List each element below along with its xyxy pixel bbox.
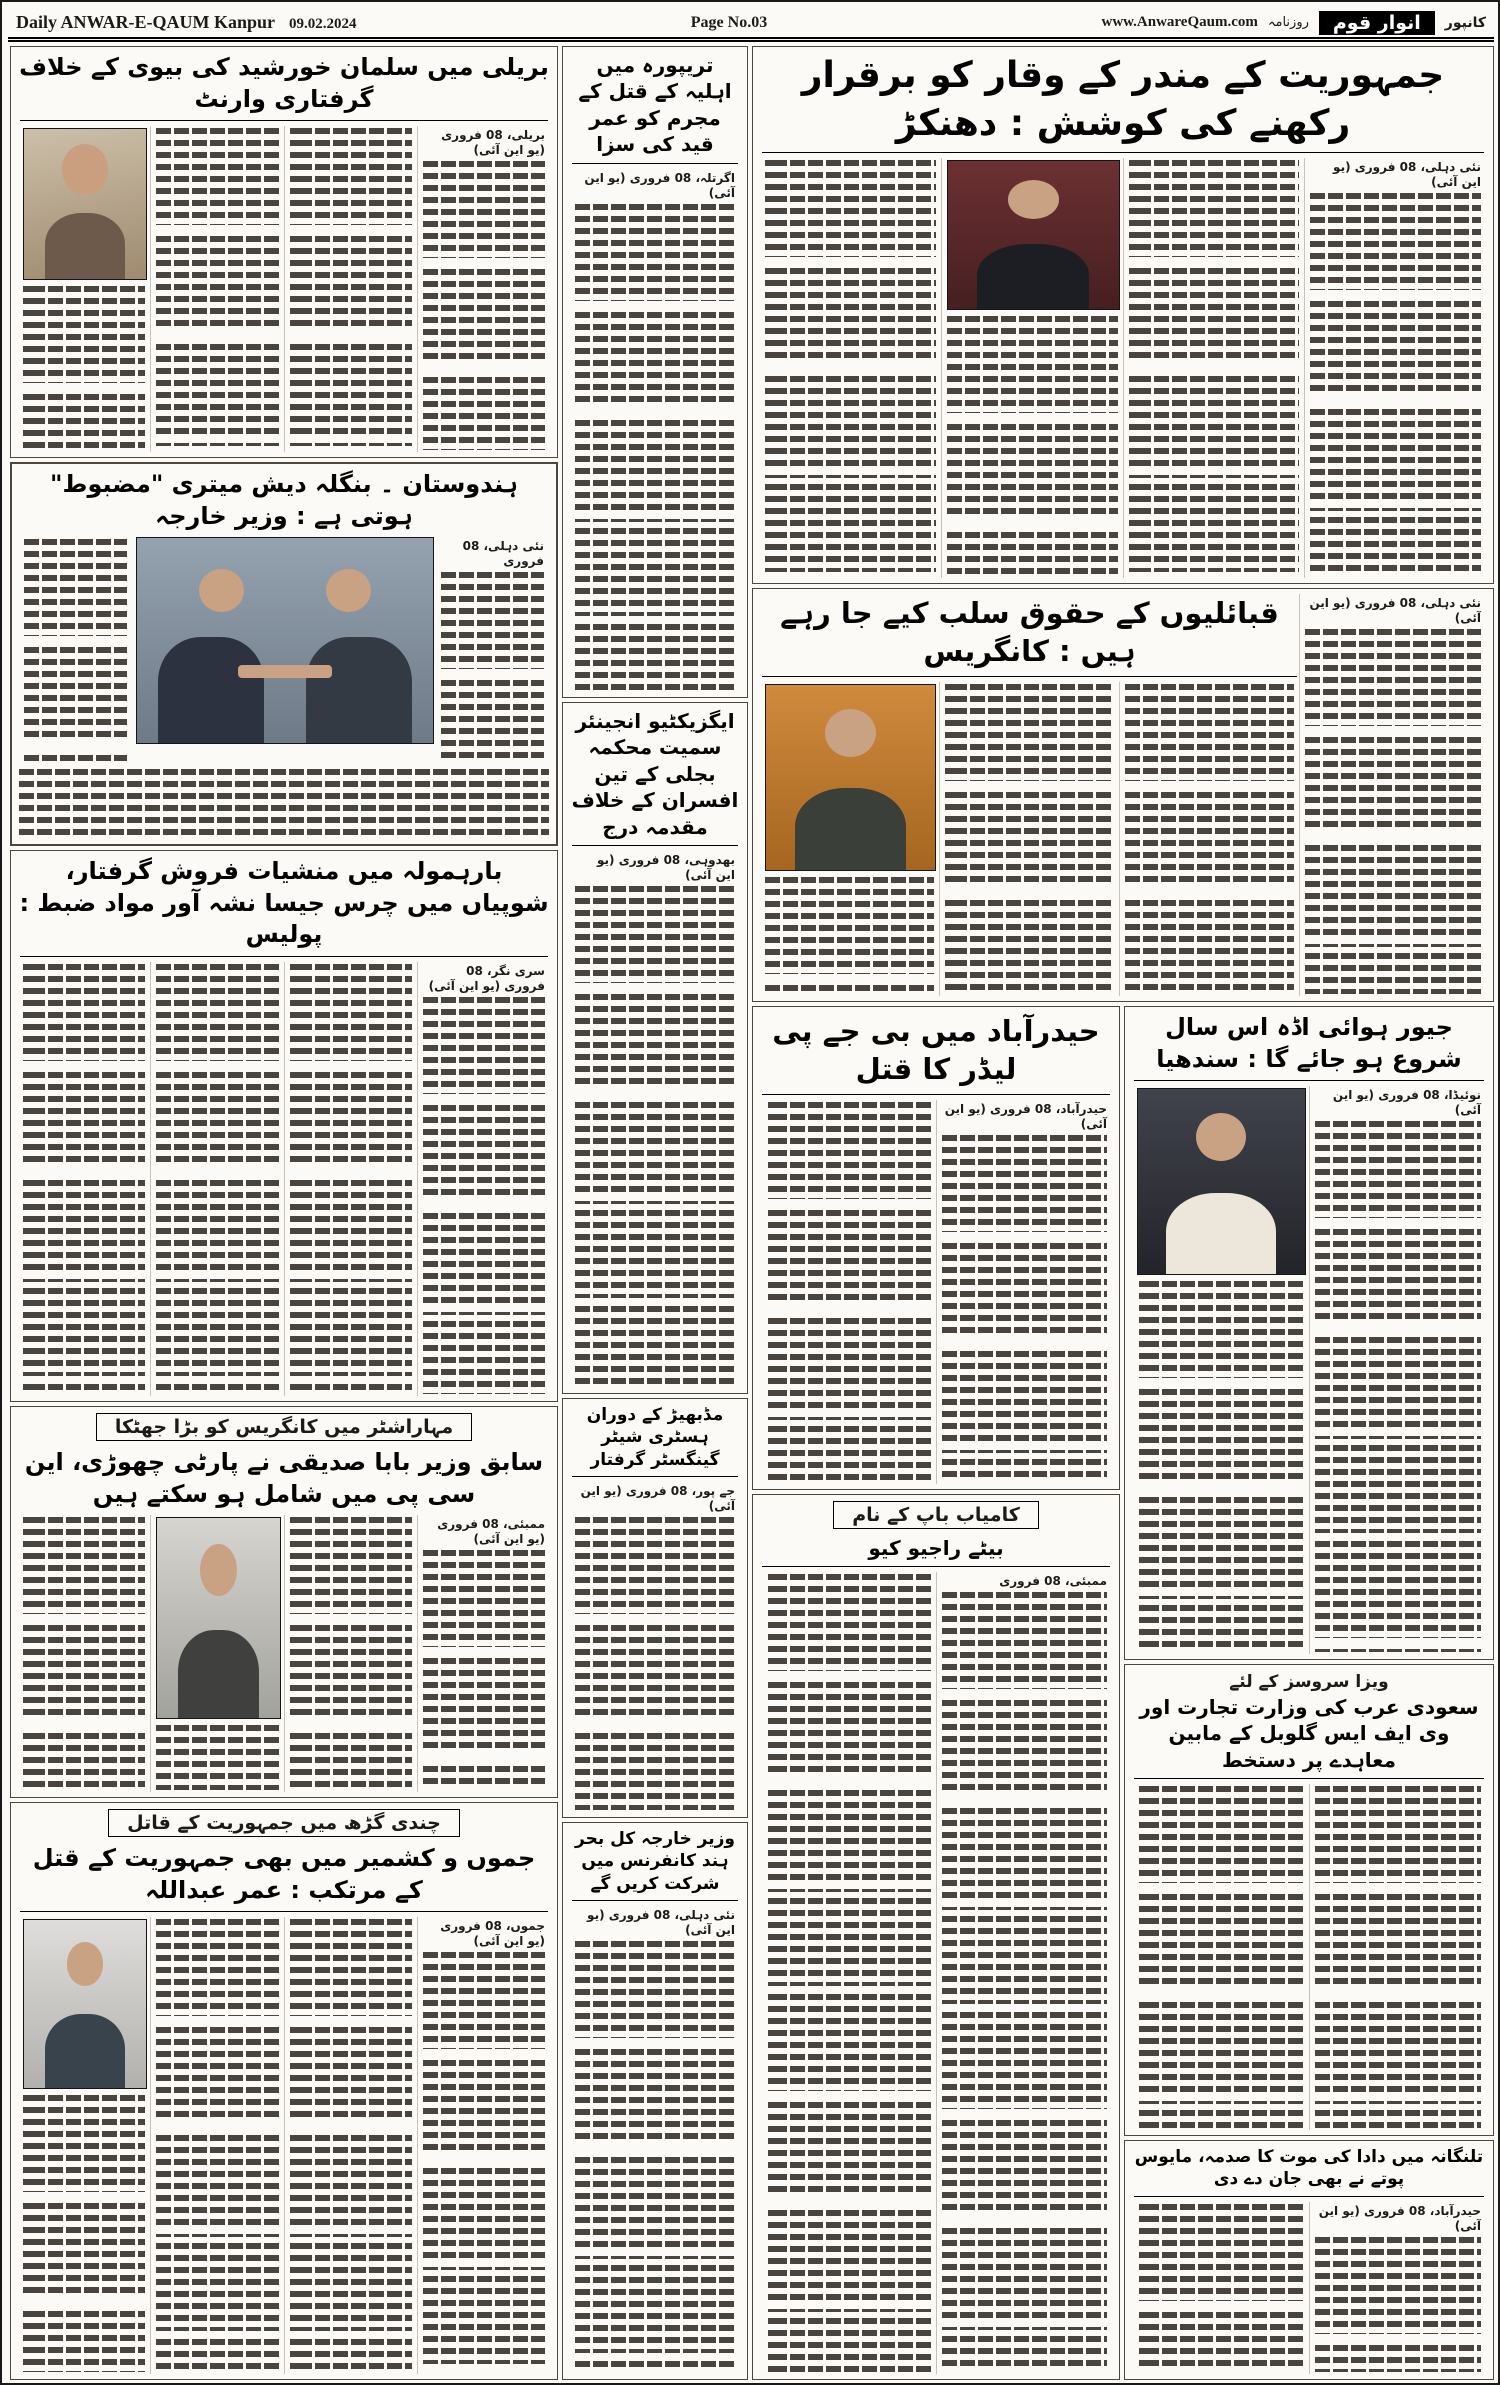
headline-rule [762, 1566, 1110, 1567]
headline: تریپورہ میں اہلیہ کے قتل کے مجرم کو عمر قید کی سزا [578, 53, 732, 157]
article-india-bangladesh-friendship [10, 462, 558, 846]
headline: مڈبھیڑ کے دوران ہسٹری شیٹر گینگسٹر گرفتار [586, 1405, 724, 1470]
article-body [570, 1906, 740, 2374]
paper-name-english: Daily ANWAR-E-QAUM Kanpur [16, 12, 276, 32]
photo-omar-abdullah [23, 1919, 147, 2089]
headline: بیٹے راجیو کیو [868, 1536, 1004, 1560]
article-dhankhar-democracy-temple [752, 46, 1494, 584]
website-url: www.AnwareQaum.com [1101, 14, 1258, 30]
headline-rule [1134, 1080, 1484, 1081]
body-text [1137, 2204, 1304, 2372]
body-column [417, 1515, 550, 1792]
figure-torso [45, 2014, 126, 2089]
figure-torso [795, 788, 907, 870]
dateline: جموں، 08 فروری (یو این آئی) [440, 1919, 545, 1949]
headline: قبائلیوں کے حقوق سلب کیے جا رہے ہیں : کانگریس [780, 596, 1279, 669]
kicker: ویزا سروسز کے لئے [1225, 1671, 1392, 1692]
body-text [23, 286, 145, 450]
body-column [417, 126, 550, 452]
body-text [575, 1941, 735, 2372]
body-text [942, 1592, 1108, 2372]
dateline: نئی دہلی، 08 فروری (یو این آئی) [1309, 596, 1481, 625]
dateline: حیدرآباد، 08 فروری (یو این آئی) [944, 1101, 1107, 1131]
figure-head [825, 709, 876, 757]
body-text [575, 1517, 735, 1810]
article-body [760, 1100, 1112, 1484]
figure-torso [977, 244, 1090, 310]
dateline: سری نگر، 08 فروری (یو این آئی) [428, 964, 545, 994]
body-text [156, 128, 278, 450]
body-column [1299, 594, 1486, 996]
headline-rule [572, 1476, 738, 1477]
page-number: Page No.03 [690, 13, 768, 31]
body-text [156, 1919, 278, 2372]
headline-rule [20, 1911, 548, 1912]
body-text [1129, 160, 1300, 576]
headline-rule [762, 1094, 1110, 1095]
headline: جمہوریت کے مندر کے وقار کو برقرار رکھنے کی کوشش : دھنکڑ [801, 55, 1445, 144]
figure-torso [306, 637, 413, 745]
masthead-title: انوار قوم [1319, 11, 1435, 35]
masthead-type: روزنامہ [1267, 15, 1309, 30]
article-body [18, 1515, 550, 1792]
body-column [1132, 1784, 1309, 2130]
body-column [284, 1917, 417, 2374]
headline: جموں و کشمیر میں بھی جمہوریت کے قتل کے مرتکب : عمر عبداللہ [32, 1844, 536, 1904]
photo-baba-siddiqui [156, 1517, 280, 1719]
body-column [1119, 682, 1299, 996]
figure-head [67, 1942, 104, 1986]
article-tripura-life-sentence [562, 46, 748, 698]
body-text [290, 1919, 412, 2372]
headline: ہندوستان ۔ بنگلہ دیش میتری "مضبوط" ہوتی ہے : وزیر خارجہ [50, 470, 518, 530]
body-column [1123, 158, 1305, 578]
body-text [765, 877, 934, 994]
dateline: اگرتلہ، 08 فروری (یو این آئی) [584, 170, 735, 200]
body-text [23, 1517, 145, 1790]
body-column [1304, 158, 1486, 578]
body-column [941, 158, 1123, 578]
headline: سعودی عرب کی وزارت تجارت اور وی ایف ایس گلوبل کے مابین معاہدے پر دستخط [1139, 1695, 1479, 1772]
article-body [18, 1917, 550, 2374]
body-column [1309, 2202, 1487, 2374]
figure-head [200, 1544, 237, 1596]
body-column [570, 1906, 740, 2374]
handshake-arms [238, 665, 333, 677]
article-electricity-officers-case [562, 702, 748, 1394]
headline-rule [1134, 1778, 1484, 1779]
body-column [1132, 2202, 1309, 2374]
photo-ministers-handshake [136, 537, 434, 744]
page-header [8, 8, 1494, 42]
body-text [1305, 629, 1481, 994]
figure-torso [158, 637, 265, 745]
headline-rule [762, 676, 1297, 677]
body-column [19, 537, 132, 763]
body-text [423, 1952, 545, 2372]
headline-rule [20, 956, 548, 957]
headline: سابق وزیر بابا صدیقی نے پارٹی چھوڑی، این سی پی میں شامل ہو سکتے ہیں [24, 1448, 544, 1508]
headline-rule [572, 1900, 738, 1901]
figure-head [1008, 180, 1059, 218]
article-hyderabad-bjp-leader-murder [752, 1006, 1120, 1490]
photo-dhankhar-speaking [947, 160, 1120, 310]
headline-rule [572, 845, 738, 846]
figure-torso [178, 1630, 259, 1719]
body-text [1315, 1786, 1482, 2128]
headline-rule [20, 120, 548, 121]
body-text [765, 1574, 931, 2372]
article-telangana-grandson-grief [1124, 2140, 1494, 2380]
headline-and-columns [760, 594, 1299, 996]
headline: جیور ہوائی اڈہ اس سال شروع ہو جائے گا : سندھیا [1156, 1013, 1462, 1073]
body-column [760, 1100, 936, 1484]
body-column [284, 962, 417, 1396]
body-text [290, 1517, 412, 1790]
body-text [575, 886, 735, 1386]
article-jaishankar-conference [562, 1822, 748, 2380]
body-text [24, 539, 127, 761]
body-text [765, 160, 936, 576]
article-omar-abdullah-democracy [10, 1802, 558, 2380]
body-text [441, 572, 544, 761]
header-right [1101, 11, 1486, 35]
body-text [765, 1102, 931, 1482]
photo-congress-speaker [765, 684, 936, 871]
body-text [575, 204, 735, 690]
dateline: جے پور، 08 فروری (یو این آئی) [580, 1484, 735, 1514]
body-text [423, 1550, 545, 1790]
dateline: نوئیڈا، 08 فروری (یو این آئی) [1332, 1088, 1481, 1118]
body-column [150, 962, 283, 1396]
article-body [1132, 1784, 1486, 2130]
body-column [939, 682, 1119, 996]
dateline: ممبئی، 08 فروری (یو این آئی) [437, 1517, 545, 1547]
article-body [760, 1572, 1112, 2374]
photo-wrapper [132, 537, 436, 763]
article-body [570, 169, 740, 692]
body-text [23, 2095, 145, 2372]
body-column [18, 962, 150, 1396]
dateline: بھدوہی، 08 فروری (یو این آئی) [597, 852, 735, 882]
article-body [18, 962, 550, 1396]
kicker: کامیاب باپ کے نام [833, 1501, 1039, 1529]
article-baramulla-drug-arrest [10, 850, 558, 1402]
article-body [1132, 1086, 1486, 1654]
figure-torso [45, 213, 126, 280]
body-column [760, 682, 939, 996]
issue-date: 09.02.2024 [289, 16, 357, 32]
body-column [570, 1482, 740, 1812]
body-text [945, 684, 1114, 994]
body-text [290, 964, 412, 1394]
body-text [290, 128, 412, 450]
article-successful-father-letter [752, 1494, 1120, 2380]
headline: حیدرآباد میں بی جے پی لیڈر کا قتل [772, 1014, 1100, 1087]
body-column [18, 126, 150, 452]
dateline: نئی دہلی، 08 فروری [462, 539, 544, 569]
body-column [570, 851, 740, 1388]
kicker: مہاراشٹر میں کانگریس کو بڑا جھٹکا [96, 1413, 472, 1441]
header-left [16, 12, 357, 33]
article-bareilly-arrest-warrant [10, 46, 558, 458]
headline: تلنگانہ میں دادا کی موت کا صدمہ، مایوس پوتے نے بھی جان دے دی [1134, 2147, 1484, 2190]
headline-rule [572, 163, 738, 164]
body-column [936, 1572, 1113, 2374]
body-column [284, 1515, 417, 1792]
body-column [936, 1100, 1113, 1484]
body-text [156, 1725, 278, 1790]
body-column [150, 126, 283, 452]
article-body [570, 1482, 740, 1812]
body-column [1132, 1086, 1309, 1654]
dateline: بریلی، 08 فروری (یو این آئی) [441, 128, 545, 158]
dateline: حیدرآباد، 08 فروری (یو این آئی) [1318, 2203, 1481, 2233]
body-column [1309, 1086, 1487, 1654]
figure-head [62, 144, 108, 195]
body-text [1125, 684, 1294, 994]
article-body [760, 594, 1486, 996]
body-column [760, 158, 941, 578]
body-column [436, 537, 549, 763]
figure-head [326, 569, 370, 612]
figure-head [199, 569, 243, 612]
body-text [1137, 1281, 1304, 1652]
body-column [150, 1917, 283, 2374]
dateline: ممبئی، 08 فروری [999, 1574, 1107, 1589]
article-tribal-rights-congress [752, 588, 1494, 1002]
article-body [570, 851, 740, 1388]
body-text [942, 1135, 1108, 1482]
article-saudi-vfs-agreement [1124, 1664, 1494, 2136]
body-column [18, 1917, 150, 2374]
photo-woman-portrait [23, 128, 147, 280]
article-body [19, 537, 549, 763]
body-text [156, 964, 278, 1394]
body-text [423, 997, 545, 1394]
body-column [570, 169, 740, 692]
body-column [150, 1515, 283, 1792]
body-text [19, 769, 549, 839]
body-column [760, 1572, 936, 2374]
body-text [1310, 193, 1481, 576]
masthead-city: کانپور [1444, 14, 1486, 31]
body-column [417, 962, 550, 1396]
dateline: نئی دہلی، 08 فروری (یو این آئی) [587, 1908, 735, 1938]
body-column [284, 126, 417, 452]
photo-scindia-speaking [1137, 1088, 1306, 1275]
figure-torso [1166, 1193, 1276, 1275]
figure-head [1196, 1113, 1246, 1161]
article-gangster-arrested-encounter [562, 1398, 748, 1818]
headline: وزیر خارجہ کل بحر ہند کانفرنس میں شرکت کریں گے [575, 1829, 735, 1894]
body-text [23, 964, 145, 1394]
body-column [1309, 1784, 1487, 2130]
body-text [1315, 2237, 1482, 2372]
article-body [760, 158, 1486, 578]
body-column [417, 1917, 550, 2374]
headline-rule [1134, 2196, 1484, 2197]
article-baba-siddiqui-quits-party [10, 1406, 558, 1798]
body-text [947, 316, 1118, 576]
headline: بریلی میں سلمان خورشید کی بیوی کے خلاف گرفتاری وارنٹ [19, 53, 549, 113]
body-text [423, 161, 545, 450]
headline: بارہمولہ میں منشیات فروش گرفتار، شوپیاں میں چرس جیسا نشہ آور مواد ضبط : پولیس [19, 857, 549, 949]
headline: ایگزیکٹیو انجینئر سمیت محکمہ بجلی کے تین افسران کے خلاف مقدمہ درج [571, 709, 739, 839]
body-text [1137, 1786, 1304, 2128]
body-text [1315, 1121, 1482, 1652]
kicker: چندی گڑھ میں جمہوریت کے قاتل [108, 1809, 460, 1837]
article-body [1132, 2202, 1486, 2374]
article-jewar-airport-scindia [1124, 1006, 1494, 1660]
body-columns [760, 682, 1299, 996]
headline-rule [762, 152, 1484, 153]
article-body [18, 126, 550, 452]
body-column [18, 1515, 150, 1792]
dateline: نئی دہلی، 08 فروری (یو این آئی) [1333, 160, 1481, 190]
